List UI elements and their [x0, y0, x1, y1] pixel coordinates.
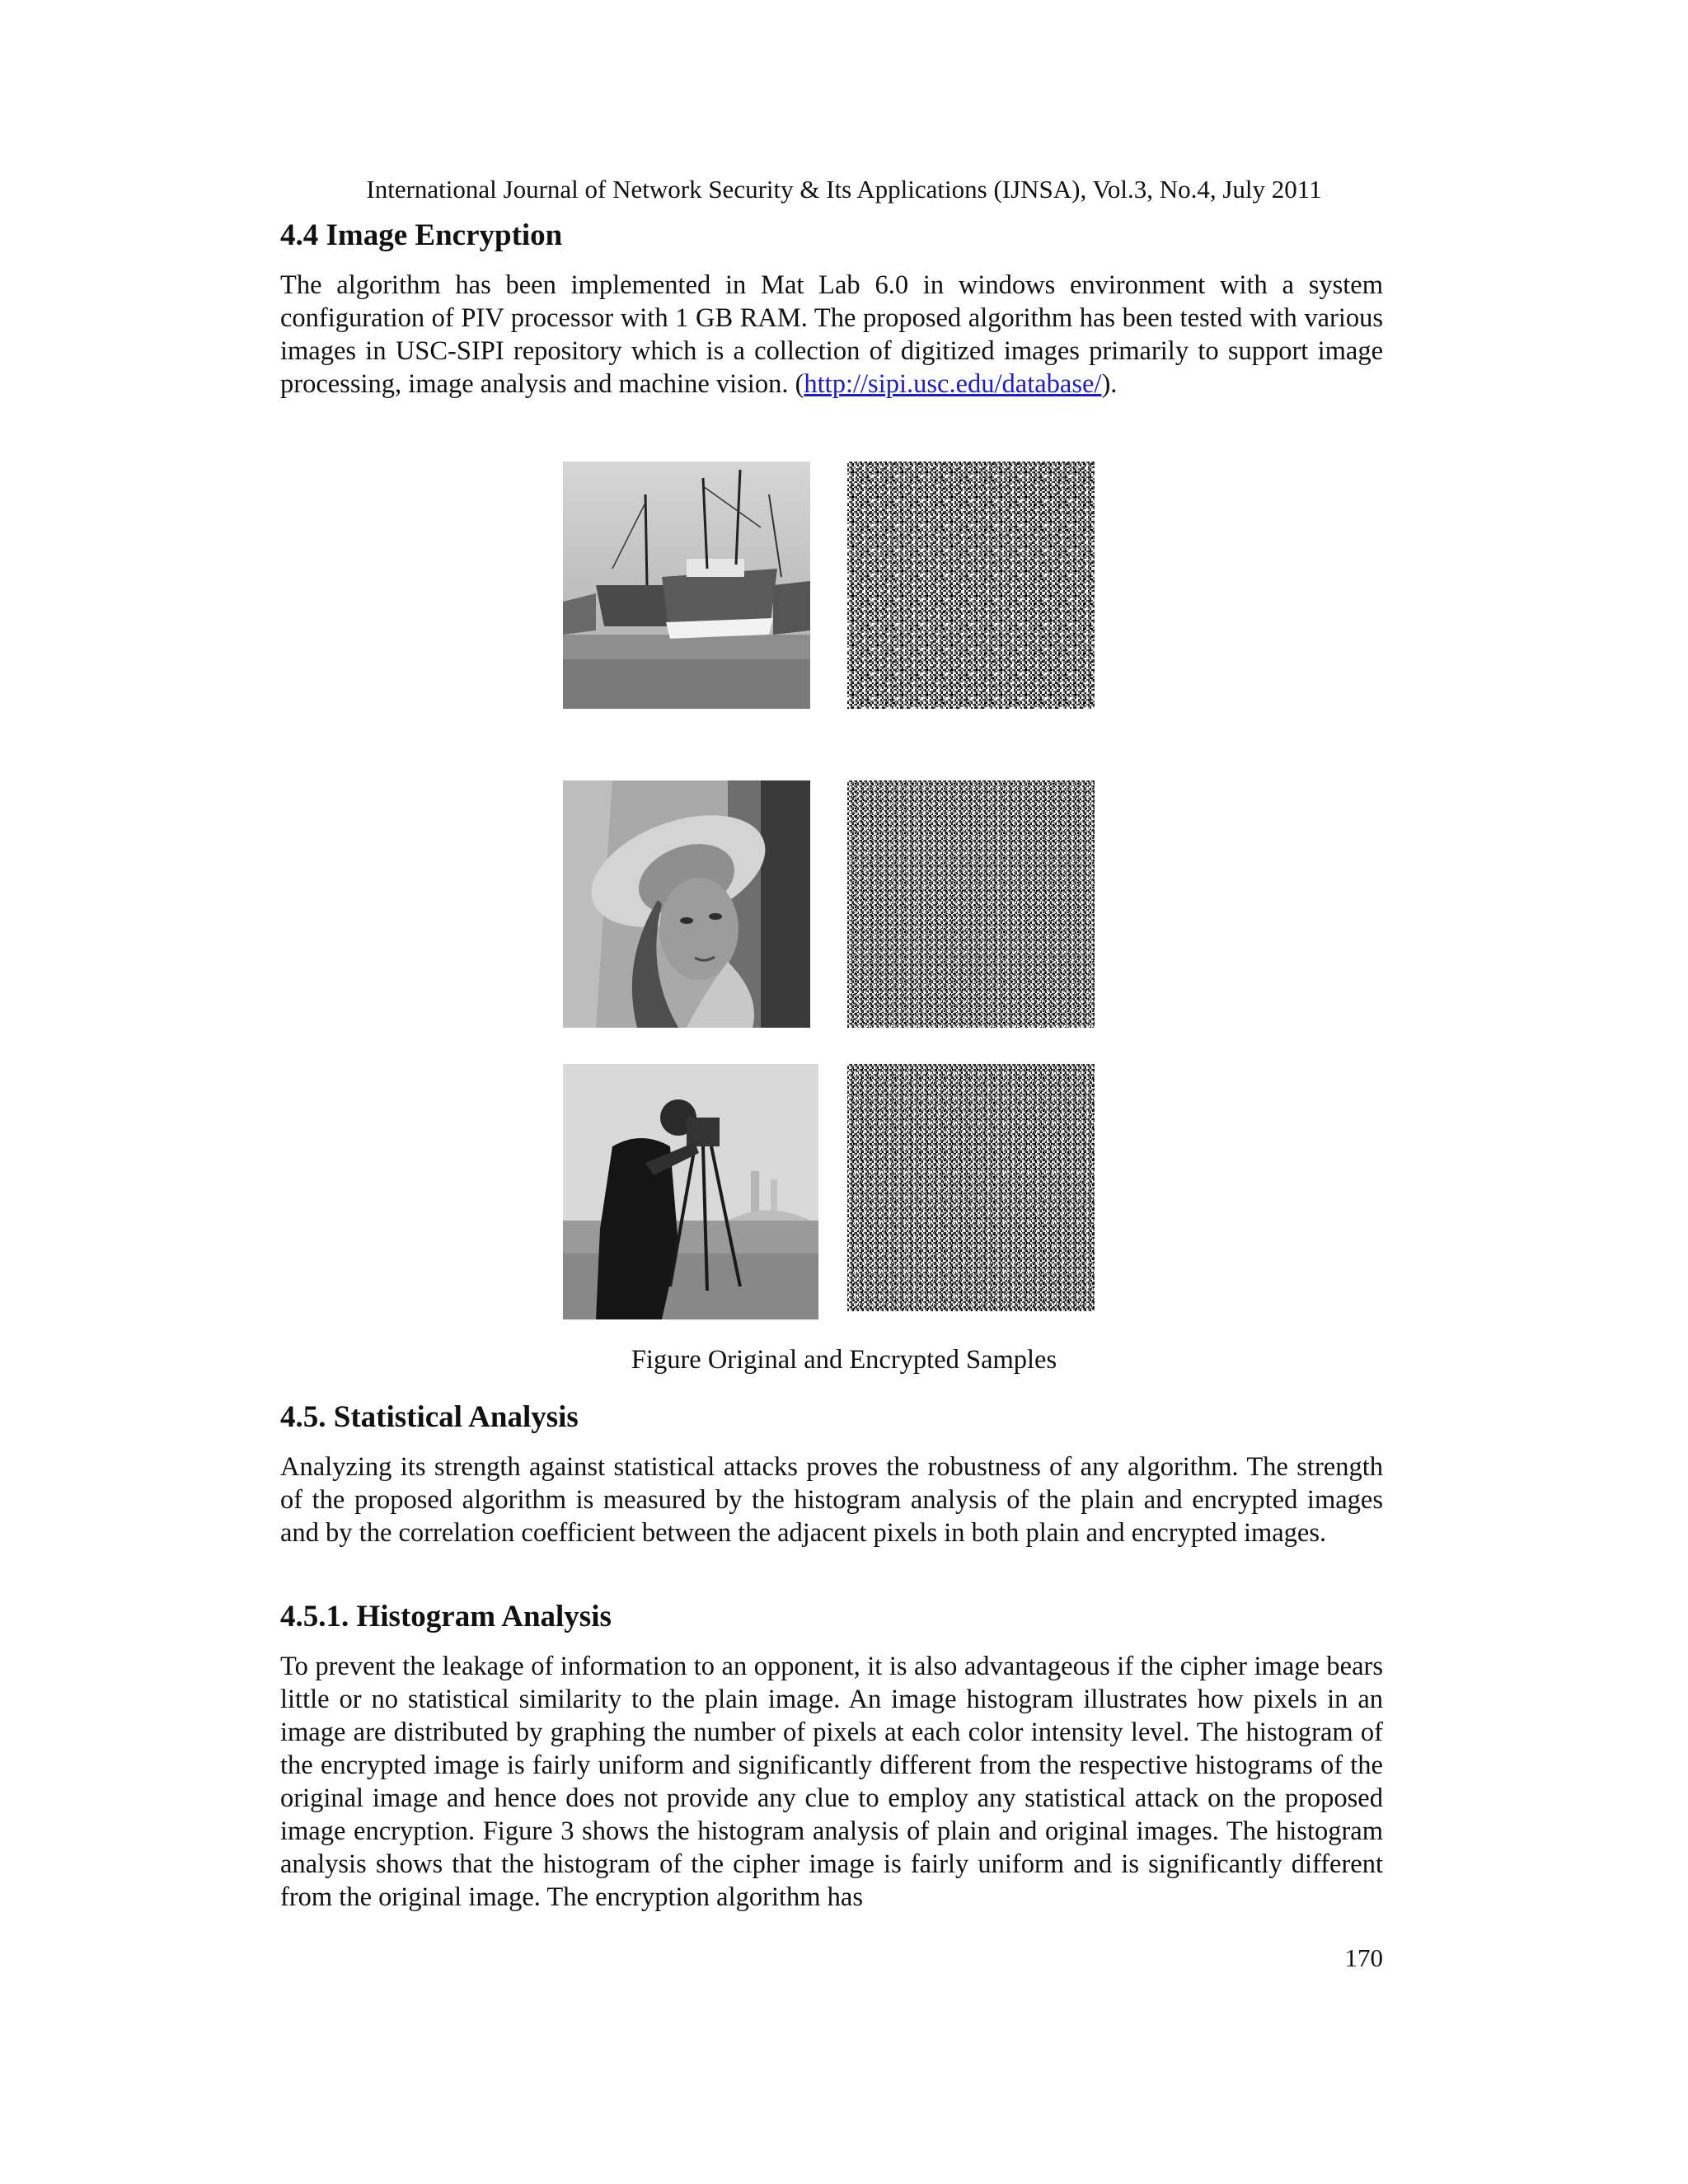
section-heading-histogram-analysis: 4.5.1. Histogram Analysis [280, 1600, 612, 1633]
section-heading-statistical-analysis: 4.5. Statistical Analysis [280, 1400, 579, 1434]
boats-encrypted-image [847, 462, 1095, 709]
lena-original-image [563, 780, 810, 1028]
page-number: 170 [1344, 1943, 1383, 1972]
boats-original-image [563, 462, 810, 709]
lena-encrypted-image [847, 780, 1095, 1028]
running-header: International Journal of Network Security & Its Applications (IJNSA), Vol.3, No.4, July 2011 [366, 175, 1322, 204]
paragraph-text-end: ). [1101, 369, 1118, 399]
histogram-analysis-paragraph: To prevent the leakage of information to an opponent, it is also advantageous if the cipher image bears little or no statistical similarity to the plain image. An image histogram illustrates how pixels in an image are distributed by graphing the number of pixels at each color intensity level. The histogram of the encrypted image is fairly uniform and significantly different from the respective histograms of the original image and hence does not provide any clue to employ any statistical attack on the proposed image encryption. Figure 3 shows the histogram analysis of plain and original images. The histogram analysis shows that the histogram of the cipher image is fairly uniform and is significantly different from the original image. The encryption algorithm has [280, 1652, 1383, 1912]
cameraman-encrypted-image [847, 1064, 1095, 1311]
paragraph-text: The algorithm has been implemented in Mat Lab 6.0 in windows environment with a system configuration of PIV processor with 1 GB RAM. The proposed algorithm has been tested with various images in USC-SIPI repository which is a collection of digitized images primarily to support image processing, image analysis and machine vision. ( [280, 270, 1383, 399]
figure-caption: Figure Original and Encrypted Samples [631, 1345, 1057, 1375]
sipi-database-link[interactable]: http://sipi.usc.edu/database/ [804, 369, 1102, 399]
cameraman-original-image [563, 1064, 818, 1319]
statistical-analysis-paragraph: Analyzing its strength against statistical attacks proves the robustness of any algorithm. The strength of the proposed algorithm is measured by the histogram analysis of the plain and encrypted images and by the correlation coefficient between the adjacent pixels in both plain and encrypted images. [280, 1452, 1383, 1548]
section-heading-image-encryption: 4.4 Image Encryption [280, 218, 563, 252]
image-encryption-paragraph [280, 269, 1383, 401]
